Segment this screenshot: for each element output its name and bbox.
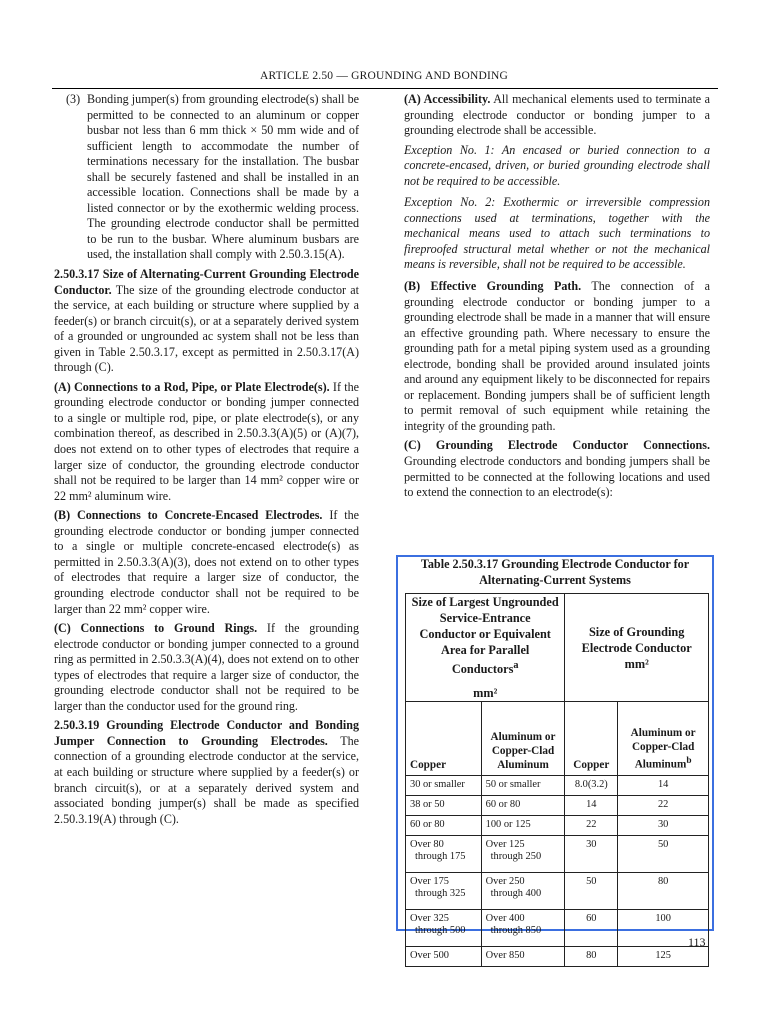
table-row bbox=[406, 816, 709, 836]
range-start: Over 125 bbox=[485, 839, 525, 851]
subsection-body: If the grounding electrode conductor or bonding jumper connected to a single or multiple concrete-encased electrode(s) as permitted in 2.50.3.3(A)(3), does not extend on to other types of electrodes that require a larger size of conductor, the grounding electrode conductor shall not be required to be larger than 22 mm² copper wire. bbox=[54, 508, 359, 616]
header-text: Size of Grounding Electrode Conductor bbox=[581, 624, 692, 655]
subsection-heading: (A) Accessibility. bbox=[404, 92, 491, 106]
cell-copper bbox=[406, 910, 482, 947]
subsection-body: All mechanical elements used to terminate a grounding electrode conductor or bonding jumper to a grounding electrode shall be accessible. bbox=[404, 92, 710, 138]
cell-gec-copper: 30 bbox=[565, 836, 618, 873]
subsection-a-accessibility bbox=[404, 92, 710, 139]
cell-gec-copper: 80 bbox=[565, 947, 618, 967]
cell-aluminum: Over 850 bbox=[481, 947, 565, 967]
range-start: Over 325 bbox=[410, 913, 449, 925]
header-service-conductor bbox=[406, 594, 565, 702]
subsection-b-effective-path bbox=[404, 279, 710, 434]
running-header: ARTICLE 2.50 — GROUNDING AND BONDING bbox=[260, 70, 508, 82]
subsection-b-concrete-encased bbox=[54, 508, 359, 617]
subsection-c-ground-rings bbox=[54, 621, 359, 714]
list-item-3 bbox=[54, 92, 359, 263]
table-row bbox=[406, 776, 709, 796]
section-2-50-3-17 bbox=[54, 267, 359, 376]
cell-copper: 60 or 80 bbox=[406, 816, 482, 836]
section-body: The connection of a grounding electrode conductor at the service, at each building or structure where supplied by a feeder(s) or branch circuit(s), or at a separately derived system and associated bonding jumper(s) shall be made as specified 2.50.3.19(A) through (C). bbox=[54, 733, 359, 826]
subheader-copper-gec: Copper bbox=[565, 702, 618, 776]
range-end: through 850 bbox=[490, 925, 542, 937]
cell-copper: 38 or 50 bbox=[406, 796, 482, 816]
cell-gec-aluminum: 14 bbox=[618, 776, 709, 796]
left-column bbox=[54, 92, 359, 831]
subsection-heading: (C) Grounding Electrode Conductor Connections. bbox=[404, 438, 710, 453]
cell-gec-copper: 22 bbox=[565, 816, 618, 836]
cell-gec-aluminum: 50 bbox=[618, 836, 709, 873]
cell-gec-aluminum: 100 bbox=[618, 910, 709, 947]
cell-gec-aluminum: 22 bbox=[618, 796, 709, 816]
cell-aluminum bbox=[481, 873, 565, 910]
cell-gec-aluminum: 125 bbox=[618, 947, 709, 967]
footnote-a: a bbox=[513, 660, 519, 671]
range-start: Over 175 bbox=[410, 876, 449, 888]
exception-1: Exception No. 1: An encased or buried connection to a concrete-encased, driven, or buried grounding electrode shall not be required to be accessible. bbox=[404, 142, 710, 188]
cell-aluminum bbox=[481, 836, 565, 873]
range-end: through 500 bbox=[415, 925, 466, 937]
range-end: through 250 bbox=[490, 851, 542, 863]
header-text: Size of Largest Ungrounded Service-Entrance Conductor or Equivalent Area for Parallel Conductors bbox=[411, 595, 559, 677]
range-start: Over 250 bbox=[485, 876, 525, 888]
table-row bbox=[406, 910, 709, 947]
subsection-heading: (A) Connections to a Rod, Pipe, or Plate Electrode(s). bbox=[54, 379, 330, 394]
cell-copper bbox=[406, 873, 482, 910]
cell-gec-copper: 50 bbox=[565, 873, 618, 910]
section-body: The size of the grounding electrode conductor at the service, at each building or structure where supplied by a feeder(s) or branch circuit(s), or at a separately derived system of a grounded or ungrounded ac system shall not be less than given in Table 2.50.3.17, except as permitted in 2.50.3.17(A) through (C). bbox=[54, 282, 359, 375]
subsection-body: If the grounding electrode conductor or bonding jumper connected to a single or multiple rod, pipe, or plate electrode(s), or any combination thereof, as described in 2.50.3.3(A)(5) or (A)(7), does not extend on to other types of electrodes that require a larger size of conductor, the grounding electrode conductor shall not be required to be larger than 14 mm² copper wire or 22 mm² aluminum wire. bbox=[54, 379, 359, 503]
range-end: through 325 bbox=[415, 888, 466, 900]
table-row bbox=[406, 836, 709, 873]
cell-gec-aluminum: 80 bbox=[618, 873, 709, 910]
cell-aluminum: 60 or 80 bbox=[481, 796, 565, 816]
cell-copper: 30 or smaller bbox=[406, 776, 482, 796]
subheader-aluminum: Aluminum or Copper-Clad Aluminum bbox=[481, 702, 565, 776]
range-end: through 400 bbox=[490, 888, 542, 900]
table-title: Table 2.50.3.17 Grounding Electrode Conductor for Alternating-Current Systems bbox=[420, 557, 690, 587]
subsection-heading: (C) Connections to Ground Rings. bbox=[54, 621, 258, 636]
cell-gec-copper: 60 bbox=[565, 910, 618, 947]
subheader-copper: Copper bbox=[406, 702, 482, 776]
subsection-body: The connection of a grounding electrode conductor or bonding jumper to a grounding electrode shall be made in a manner that will ensure an effective grounding path. Where necessary to ensure the grounding path for a metal piping system used as a grounding electrode, bonding shall be provided around insulated joints and around any equipment likely to be disconnected for repairs or replacement. Bonding jumpers shall be of sufficient length to permit removal of such equipment while retaining the integrity of the grounding path. bbox=[404, 279, 710, 433]
subsection-body: Grounding electrode conductors and bonding jumpers shall be permitted to be connected at the following locations and used to extend the connection to an electrode(s): bbox=[404, 454, 710, 500]
subheader-aluminum-gec bbox=[618, 702, 709, 776]
page-number: 113 bbox=[688, 935, 706, 949]
cell-aluminum: 50 or smaller bbox=[481, 776, 565, 796]
header-rule bbox=[52, 88, 718, 89]
subsection-heading: (B) Connections to Concrete-Encased Electrodes. bbox=[54, 508, 323, 523]
range-end: through 175 bbox=[415, 851, 466, 863]
section-2-50-3-19 bbox=[54, 718, 359, 827]
table-row bbox=[406, 796, 709, 816]
cell-copper bbox=[406, 836, 482, 873]
cell-aluminum: 100 or 125 bbox=[481, 816, 565, 836]
grounding-conductor-table bbox=[405, 593, 709, 967]
header-grounding-conductor bbox=[565, 594, 709, 702]
cell-gec-copper: 8.0(3.2) bbox=[565, 776, 618, 796]
section-heading: 2.50.3.17 Size of Alternating-Current Grounding Electrode Conductor. bbox=[54, 267, 359, 297]
range-start: Over 400 bbox=[485, 913, 525, 925]
cell-gec-aluminum: 30 bbox=[618, 816, 709, 836]
table-row bbox=[406, 947, 709, 967]
range-start: Over 80 bbox=[410, 839, 444, 851]
cell-aluminum bbox=[481, 910, 565, 947]
exception-2: Exception No. 2: Exothermic or irreversible compression connections used at terminations, together with the mechanical means used to attach such terminations to fireproofed structural metal whether or not the mechanical means is reversible, shall not be required to be accessible. bbox=[404, 195, 710, 272]
subsection-body: If the grounding electrode conductor or bonding jumper connected to a ground ring as permitted in 2.50.3.3(A)(4), does not extend on to other types of electrodes that require a larger size of conductor, the grounding electrode conductor shall not be required to be larger than the conductor used for the ground ring. bbox=[54, 621, 360, 713]
unit-label: mm² bbox=[473, 686, 498, 701]
cell-gec-copper: 14 bbox=[565, 796, 618, 816]
section-heading: 2.50.3.19 Grounding Electrode Conductor and Bonding Jumper Connection to Grounding Electrodes. bbox=[54, 718, 359, 748]
subsection-a-rod-pipe-plate bbox=[54, 380, 359, 504]
subheader-text: Aluminum or Copper-Clad Aluminum bbox=[630, 727, 696, 772]
cell-copper: Over 500 bbox=[406, 947, 482, 967]
list-item-number: (3) bbox=[66, 92, 81, 106]
footnote-b: b bbox=[686, 756, 692, 767]
subsection-heading: (B) Effective Grounding Path. bbox=[404, 279, 582, 294]
right-column bbox=[404, 92, 710, 505]
list-item-text: Bonding jumper(s) from grounding electrode(s) shall be permitted to be connected to an aluminum or copper busbar not less than 6 mm thick × 50 mm wide and of sufficient length to accommodate the number of terminations necessary for the installation. The busbar shall be securely fastened and shall be installed in an accessible location. Connections shall be made by a listed connector or by the exothermic welding process. The grounding electrode conductor shall be permitted to be run to the busbar. Where aluminum busbars are used, the installation shall comply with 2.50.3.15(A). bbox=[87, 92, 359, 262]
subsection-c-connections bbox=[404, 438, 710, 500]
unit-label: mm² bbox=[624, 656, 649, 671]
table-row bbox=[406, 873, 709, 910]
